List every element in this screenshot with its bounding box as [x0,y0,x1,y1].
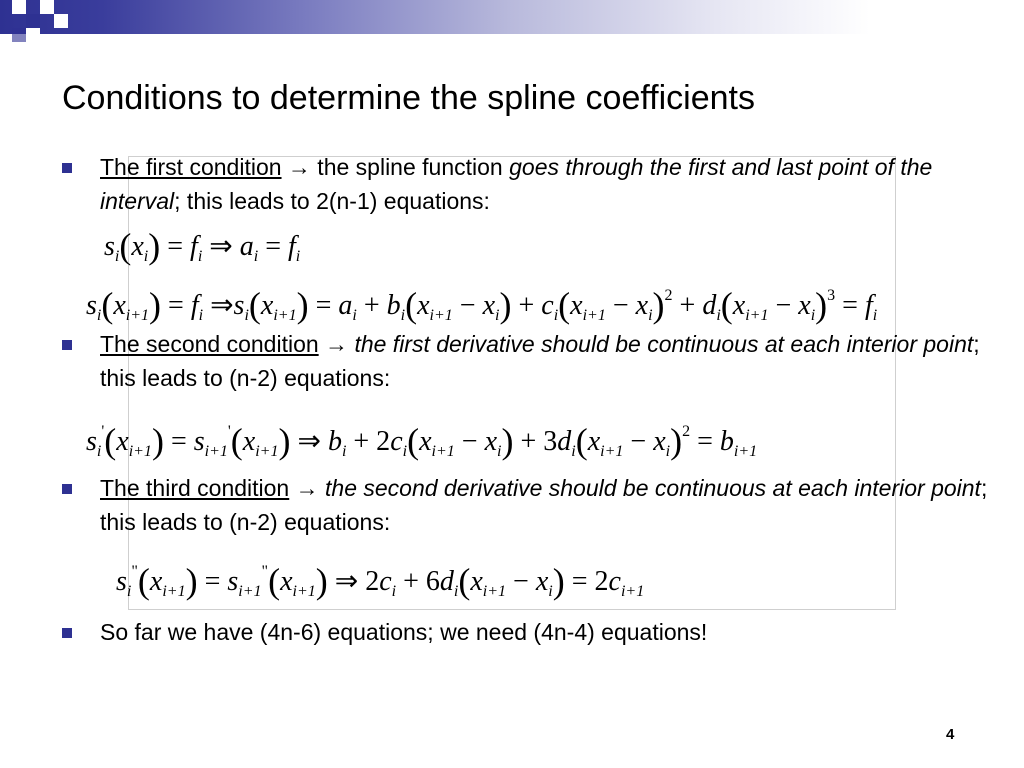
page-number: 4 [946,726,955,743]
condition-label: The third condition [100,475,290,501]
bullet-item-third-condition: The third condition → the second derivative should be continuous at each interior point; this leads to (n-2) equations: [100,475,988,535]
bullet-marker [62,163,72,173]
equation-interpolation-left: $s_i(x_i) = f_i$ ⇒ $a_i = f_i$ [104,226,301,266]
bullet-marker [62,340,72,350]
bullet-marker [62,484,72,494]
equation-interpolation-right: $s_i(x_{i+1}) = f_i$ $\Rightarrow s_i(x_{i+1}) = a_i + b_i(x_{i+1} - x_i) + c_i(x_{i+1} - x_i)^2 + d_i(x_{i+1} - x_i)^3 = f_i$ [86,285,878,325]
header-square [12,28,26,42]
equation-first-derivative: $s_i'(x_{i+1}) = s_{i+1}'(x_{i+1})$ ⇒ $b_i + 2c_i(x_{i+1} - x_i) + 3d_i(x_{i+1} - x_i)^2 = b_{i+1}$ [86,421,758,461]
bullet-item-second-condition: The second condition → the first derivative should be continuous at each interior point; this leads to (n-2) equations: [100,331,980,391]
slide-title: Conditions to determine the spline coefficients [62,79,755,117]
header-square [54,14,68,28]
arrow-icon: → [287,154,311,180]
header-square [40,0,54,14]
header-square [26,28,40,42]
arrow-icon: → [325,331,349,357]
arrow-icon: → [295,475,319,501]
bullet-item-first-condition: The first condition → the spline function goes through the first and last point of the interval; this leads to 2(n-1) equations: [100,154,933,214]
condition-label: The first condition [100,154,282,180]
condition-label: The second condition [100,331,319,357]
header-square [26,14,40,28]
bullet-marker [62,628,72,638]
equation-second-derivative: $s_i^"(x_{i+1}) = s_{i+1}^"(x_{i+1})$ ⇒ $2c_i + 6d_i(x_{i+1} - x_i) = 2c_{i+1}$ [116,561,645,601]
header-square [12,0,26,14]
header-band [0,0,1024,34]
bullet-item-summary: So far we have (4n-6) equations; we need (4n-4) equations! [100,619,708,645]
